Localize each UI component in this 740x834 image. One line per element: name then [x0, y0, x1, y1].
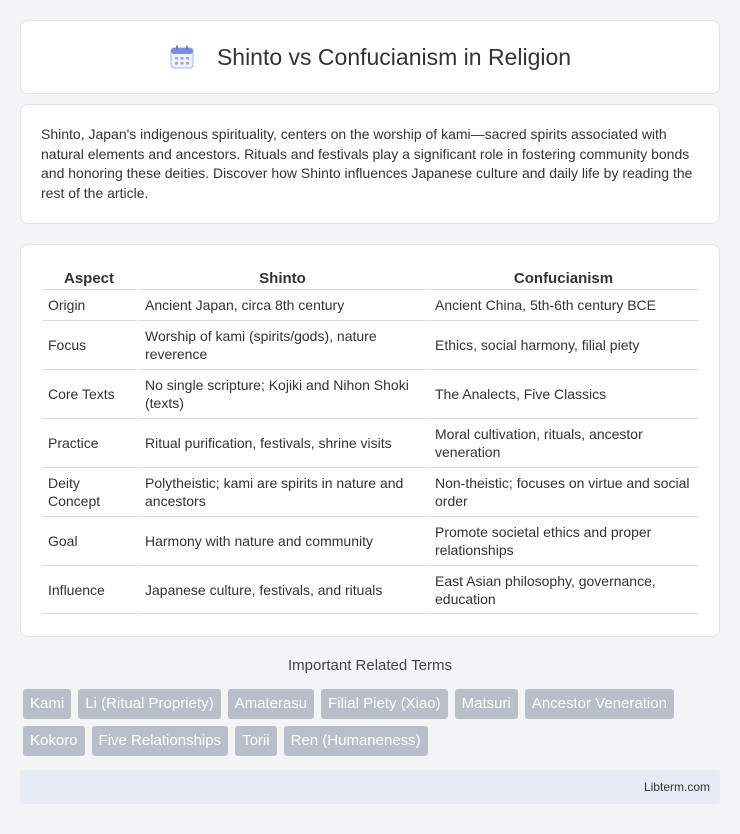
cell-aspect: Goal	[42, 516, 136, 565]
cell-confucianism: Promote societal ethics and proper relationships	[426, 516, 698, 565]
table-row	[42, 289, 698, 320]
related-terms-title: Important Related Terms	[288, 657, 452, 674]
cell-shinto: Worship of kami (spirits/gods), nature reverence	[136, 320, 426, 369]
calendar-icon	[169, 44, 195, 70]
cell-aspect: Focus	[42, 320, 136, 369]
table-row	[42, 467, 698, 516]
table-row	[42, 320, 698, 369]
term-tag[interactable]: Li (Ritual Propriety)	[78, 689, 220, 719]
cell-shinto: Harmony with nature and community	[136, 516, 426, 565]
term-tag[interactable]: Filial Piety (Xiao)	[321, 689, 448, 719]
term-tag[interactable]: Kokoro	[23, 726, 85, 756]
cell-confucianism: The Analects, Five Classics	[426, 369, 698, 418]
term-tag[interactable]: Matsuri	[455, 689, 518, 719]
term-tag[interactable]: Ren (Humaneness)	[284, 726, 428, 756]
page-title: Shinto vs Confucianism in Religion	[216, 43, 572, 70]
related-terms-list	[23, 689, 723, 756]
term-tag[interactable]: Torii	[235, 726, 277, 756]
header-shinto: Shinto	[136, 265, 426, 289]
cell-aspect: Origin	[42, 289, 136, 320]
term-tag[interactable]: Kami	[23, 689, 71, 719]
cell-aspect: Deity Concept	[42, 467, 136, 516]
cell-aspect: Practice	[42, 418, 136, 467]
cell-aspect: Core Texts	[42, 369, 136, 418]
cell-aspect: Influence	[42, 565, 136, 614]
cell-confucianism: East Asian philosophy, governance, education	[426, 565, 698, 614]
table-row	[42, 418, 698, 467]
footer	[20, 770, 720, 804]
term-tag[interactable]: Amaterasu	[228, 689, 315, 719]
term-tag[interactable]: Ancestor Veneration	[525, 689, 674, 719]
title-wrap	[169, 44, 571, 71]
cell-confucianism: Ancient China, 5th-6th century BCE	[426, 289, 698, 320]
table-row	[42, 565, 698, 614]
table-header-row	[42, 265, 698, 289]
term-tag[interactable]: Five Relationships	[92, 726, 229, 756]
cell-shinto: Ancient Japan, circa 8th century	[136, 289, 426, 320]
comparison-table	[42, 265, 698, 614]
header-confucianism: Confucianism	[426, 265, 698, 289]
cell-shinto: Polytheistic; kami are spirits in nature and ancestors	[136, 467, 426, 516]
header-card	[20, 20, 720, 94]
footer-site-link[interactable]: Libterm.com	[643, 780, 710, 794]
cell-shinto: No single scripture; Kojiki and Nihon Shoki (texts)	[136, 369, 426, 418]
intro-card	[20, 104, 720, 224]
cell-confucianism: Moral cultivation, rituals, ancestor veneration	[426, 418, 698, 467]
table-row	[42, 369, 698, 418]
comparison-table-card	[20, 244, 720, 637]
table-row	[42, 516, 698, 565]
cell-confucianism: Non-theistic; focuses on virtue and social order	[426, 467, 698, 516]
cell-shinto: Japanese culture, festivals, and rituals	[136, 565, 426, 614]
cell-confucianism: Ethics, social harmony, filial piety	[426, 320, 698, 369]
header-aspect: Aspect	[63, 269, 115, 287]
intro-text: Shinto, Japan's indigenous spirituality, centers on the worship of kami—sacred spirits associated with natural elements and ancestors. Rituals and festivals play a significant role in fostering community bonds and honoring these deities. Discover how Shinto influences Japanese culture and daily life by reading the rest of the article.	[41, 126, 693, 201]
cell-shinto: Ritual purification, festivals, shrine visits	[136, 418, 426, 467]
